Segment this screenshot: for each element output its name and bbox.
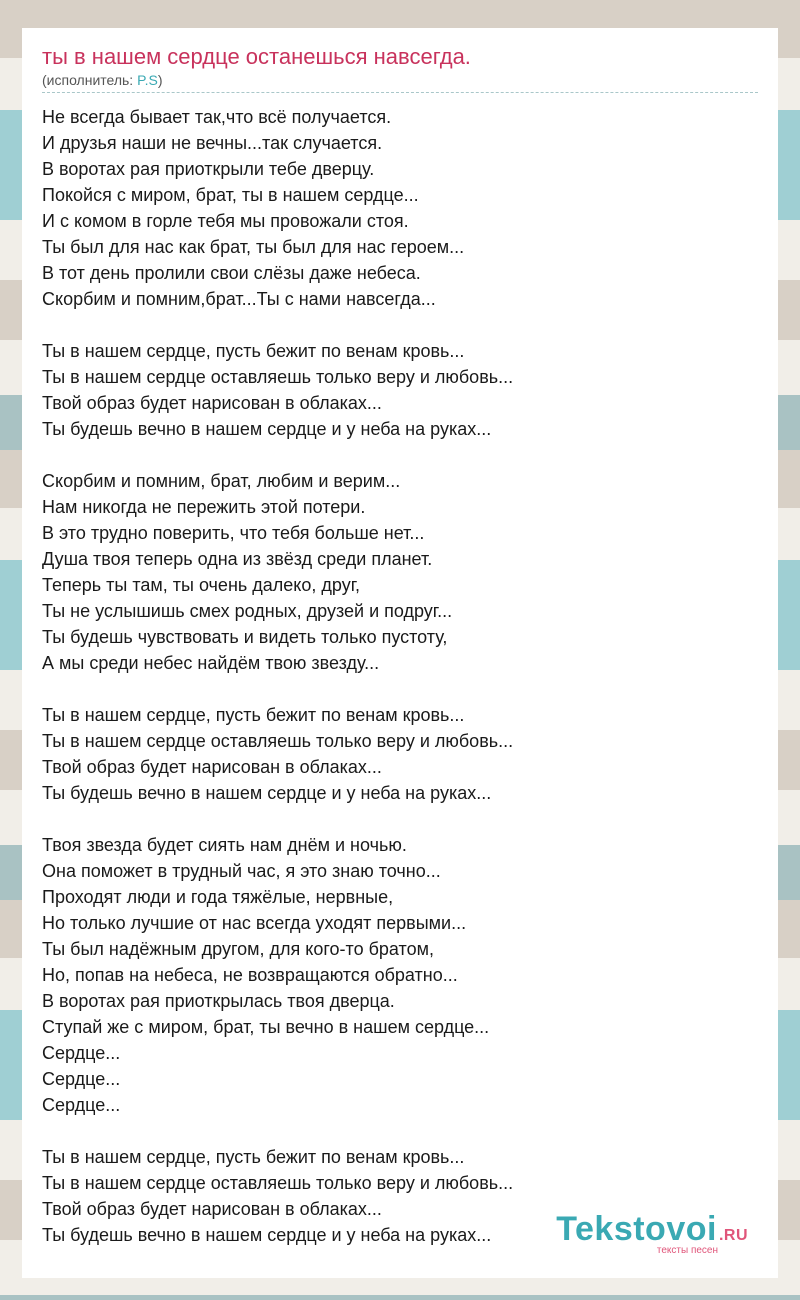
lyric-line: Ты в нашем сердце оставляешь только веру и любовь... [42,1173,514,1193]
lyric-line: В это трудно поверить, что тебя больше нет... [42,523,425,543]
artist-suffix: ) [157,72,163,88]
lyric-line: Теперь ты там, ты очень далеко, друг, [42,575,361,595]
stanza-verse-3 [42,832,758,1118]
lyric-line: Проходят люди и года тяжёлые, нервные, [42,887,394,907]
lyric-line: Скорбим и помним,брат...Ты с нами навсегда... [42,289,436,309]
lyric-line: Но, попав на небеса, не возвращаются обратно... [42,965,458,985]
lyric-line: Не всегда бывает так,что всё получается. [42,107,392,127]
title-divider [42,92,758,93]
lyrics-card [22,28,778,1278]
lyric-line: Ты в нашем сердце оставляешь только веру и любовь... [42,367,514,387]
lyric-line: Ступай же с миром, брат, ты вечно в нашем сердце... [42,1017,490,1037]
lyric-line: Сердце... [42,1043,121,1063]
artist-link[interactable]: P.S [137,72,158,88]
stanza-chorus-1 [42,338,758,442]
lyric-line: Ты будешь чувствовать и видеть только пустоту, [42,627,448,647]
stanza-verse-1 [42,104,758,312]
lyric-line: Твой образ будет нарисован в облаках... [42,393,382,413]
lyric-line: Скорбим и помним, брат, любим и верим... [42,471,401,491]
lyric-line: Душа твоя теперь одна из звёзд среди планет. [42,549,433,569]
artist-prefix: (исполнитель: [42,72,138,88]
site-logo[interactable] [556,1210,748,1256]
logo-name: Tekstovoi [556,1210,717,1248]
lyric-line: Она поможет в трудный час, я это знаю точно... [42,861,441,881]
stanza-verse-2 [42,468,758,676]
lyric-line: Ты будешь вечно в нашем сердце и у неба на руках... [42,419,492,439]
logo-wordmark [556,1210,748,1249]
logo-tld: .RU [718,1227,748,1244]
lyric-line: Ты будешь вечно в нашем сердце и у неба на руках... [42,783,492,803]
lyric-line: Ты в нашем сердце, пусть бежит по венам кровь... [42,1147,465,1167]
artist-line [42,72,163,88]
stanza-chorus-2 [42,702,758,806]
logo-tagline: тексты песен [656,1245,718,1256]
lyric-line: Ты был надёжным другом, для кого-то братом, [42,939,434,959]
lyric-line: В воротах рая приоткрылась твоя дверца. [42,991,395,1011]
lyrics-body [42,104,758,1274]
lyric-line: Ты не услышишь смех родных, друзей и подруг... [42,601,453,621]
lyric-line: Нам никогда не пережить этой потери. [42,497,366,517]
lyric-line: Сердце... [42,1095,121,1115]
lyric-line: Твоя звезда будет сиять нам днём и ночью. [42,835,407,855]
lyric-line: Сердце... [42,1069,121,1089]
lyric-line: Ты в нашем сердце, пусть бежит по венам кровь... [42,341,465,361]
lyric-line: Ты будешь вечно в нашем сердце и у неба на руках... [42,1225,492,1245]
lyric-line: В тот день пролили свои слёзы даже небеса. [42,263,421,283]
lyric-line: И друзья наши не вечны...так случается. [42,133,383,153]
lyric-line: Ты в нашем сердце оставляешь только веру и любовь... [42,731,514,751]
lyric-line: Ты был для нас как брат, ты был для нас героем... [42,237,465,257]
lyric-line: Покойся с миром, брат, ты в нашем сердце... [42,185,419,205]
lyric-line: И с комом в горле тебя мы провожали стоя. [42,211,409,231]
lyric-line: Твой образ будет нарисован в облаках... [42,757,382,777]
lyric-line: В воротах рая приоткрыли тебе дверцу. [42,159,375,179]
lyric-line: А мы среди небес найдём твою звезду... [42,653,380,673]
lyric-line: Ты в нашем сердце, пусть бежит по венам кровь... [42,705,465,725]
lyric-line: Но только лучшие от нас всегда уходят первыми... [42,913,467,933]
song-title: ты в нашем сердце останешься навсегда. [42,44,471,69]
lyric-line: Твой образ будет нарисован в облаках... [42,1199,382,1219]
